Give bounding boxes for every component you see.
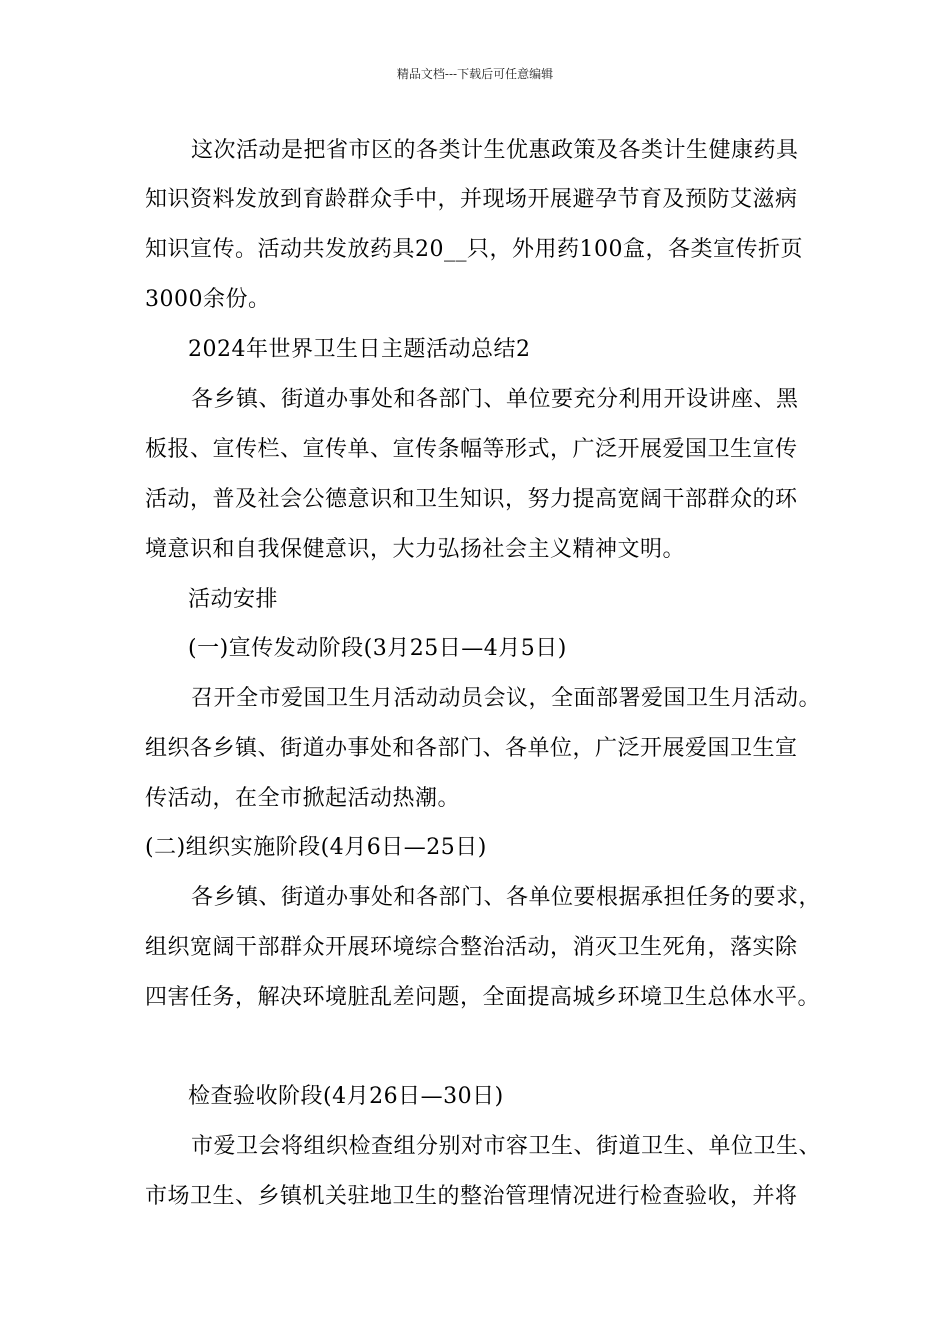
paragraph-line: 召开全市爱国卫生月活动动员会议，全面部署爱国卫生月活动。 [191, 686, 822, 711]
paragraph-line: 这次活动是把省市区的各类计生优惠政策及各类计生健康药具 [191, 138, 799, 163]
section-heading: 检查验收阶段(4月26日—30日) [188, 1084, 504, 1109]
paragraph-line: 3000余份。 [145, 287, 271, 312]
section-heading: 活动安排 [188, 587, 279, 612]
paragraph-line: 市场卫生、乡镇机关驻地卫生的整治管理情况进行检查验收，并将 [145, 1184, 798, 1209]
section-heading: (二)组织实施阶段(4月6日—25日) [145, 835, 487, 860]
paragraph-line: 板报、宣传栏、宣传单、宣传条幅等形式，广泛开展爱国卫生宣传 [145, 437, 798, 462]
paragraph-line: 知识宣传。活动共发放药具20__只，外用药100盒，各类宣传折页 [145, 237, 803, 262]
paragraph-line: 各乡镇、街道办事处和各部门、单位要充分利用开设讲座、黑 [191, 387, 799, 412]
paragraph-line: 市爱卫会将组织检查组分别对市容卫生、街道卫生、单位卫生、 [191, 1134, 822, 1159]
paragraph-line: 各乡镇、街道办事处和各部门、各单位要根据承担任务的要求， [191, 885, 822, 910]
paragraph-line: 知识资料发放到育龄群众手中，并现场开展避孕节育及预防艾滋病 [145, 187, 798, 212]
page-header: 精品文档---下载后可任意编辑 [396, 67, 554, 81]
paragraph-line: 四害任务，解决环境脏乱差问题，全面提高城乡环境卫生总体水平。 [145, 985, 821, 1010]
paragraph-line: 活动，普及社会公德意识和卫生知识，努力提高宽阔干部群众的环 [145, 487, 798, 512]
paragraph-line: 传活动，在全市掀起活动热潮。 [145, 786, 461, 811]
paragraph-line: 境意识和自我保健意识，大力弘扬社会主义精神文明。 [145, 537, 686, 562]
section-heading: 2024年世界卫生日主题活动总结2 [188, 337, 531, 362]
paragraph-line: 组织宽阔干部群众开展环境综合整治活动，消灭卫生死角，落实除 [145, 935, 798, 960]
paragraph-line: 组织各乡镇、街道办事处和各部门、各单位，广泛开展爱国卫生宣 [145, 736, 798, 761]
section-heading: (一)宣传发动阶段(3月25日—4月5日) [188, 636, 567, 661]
